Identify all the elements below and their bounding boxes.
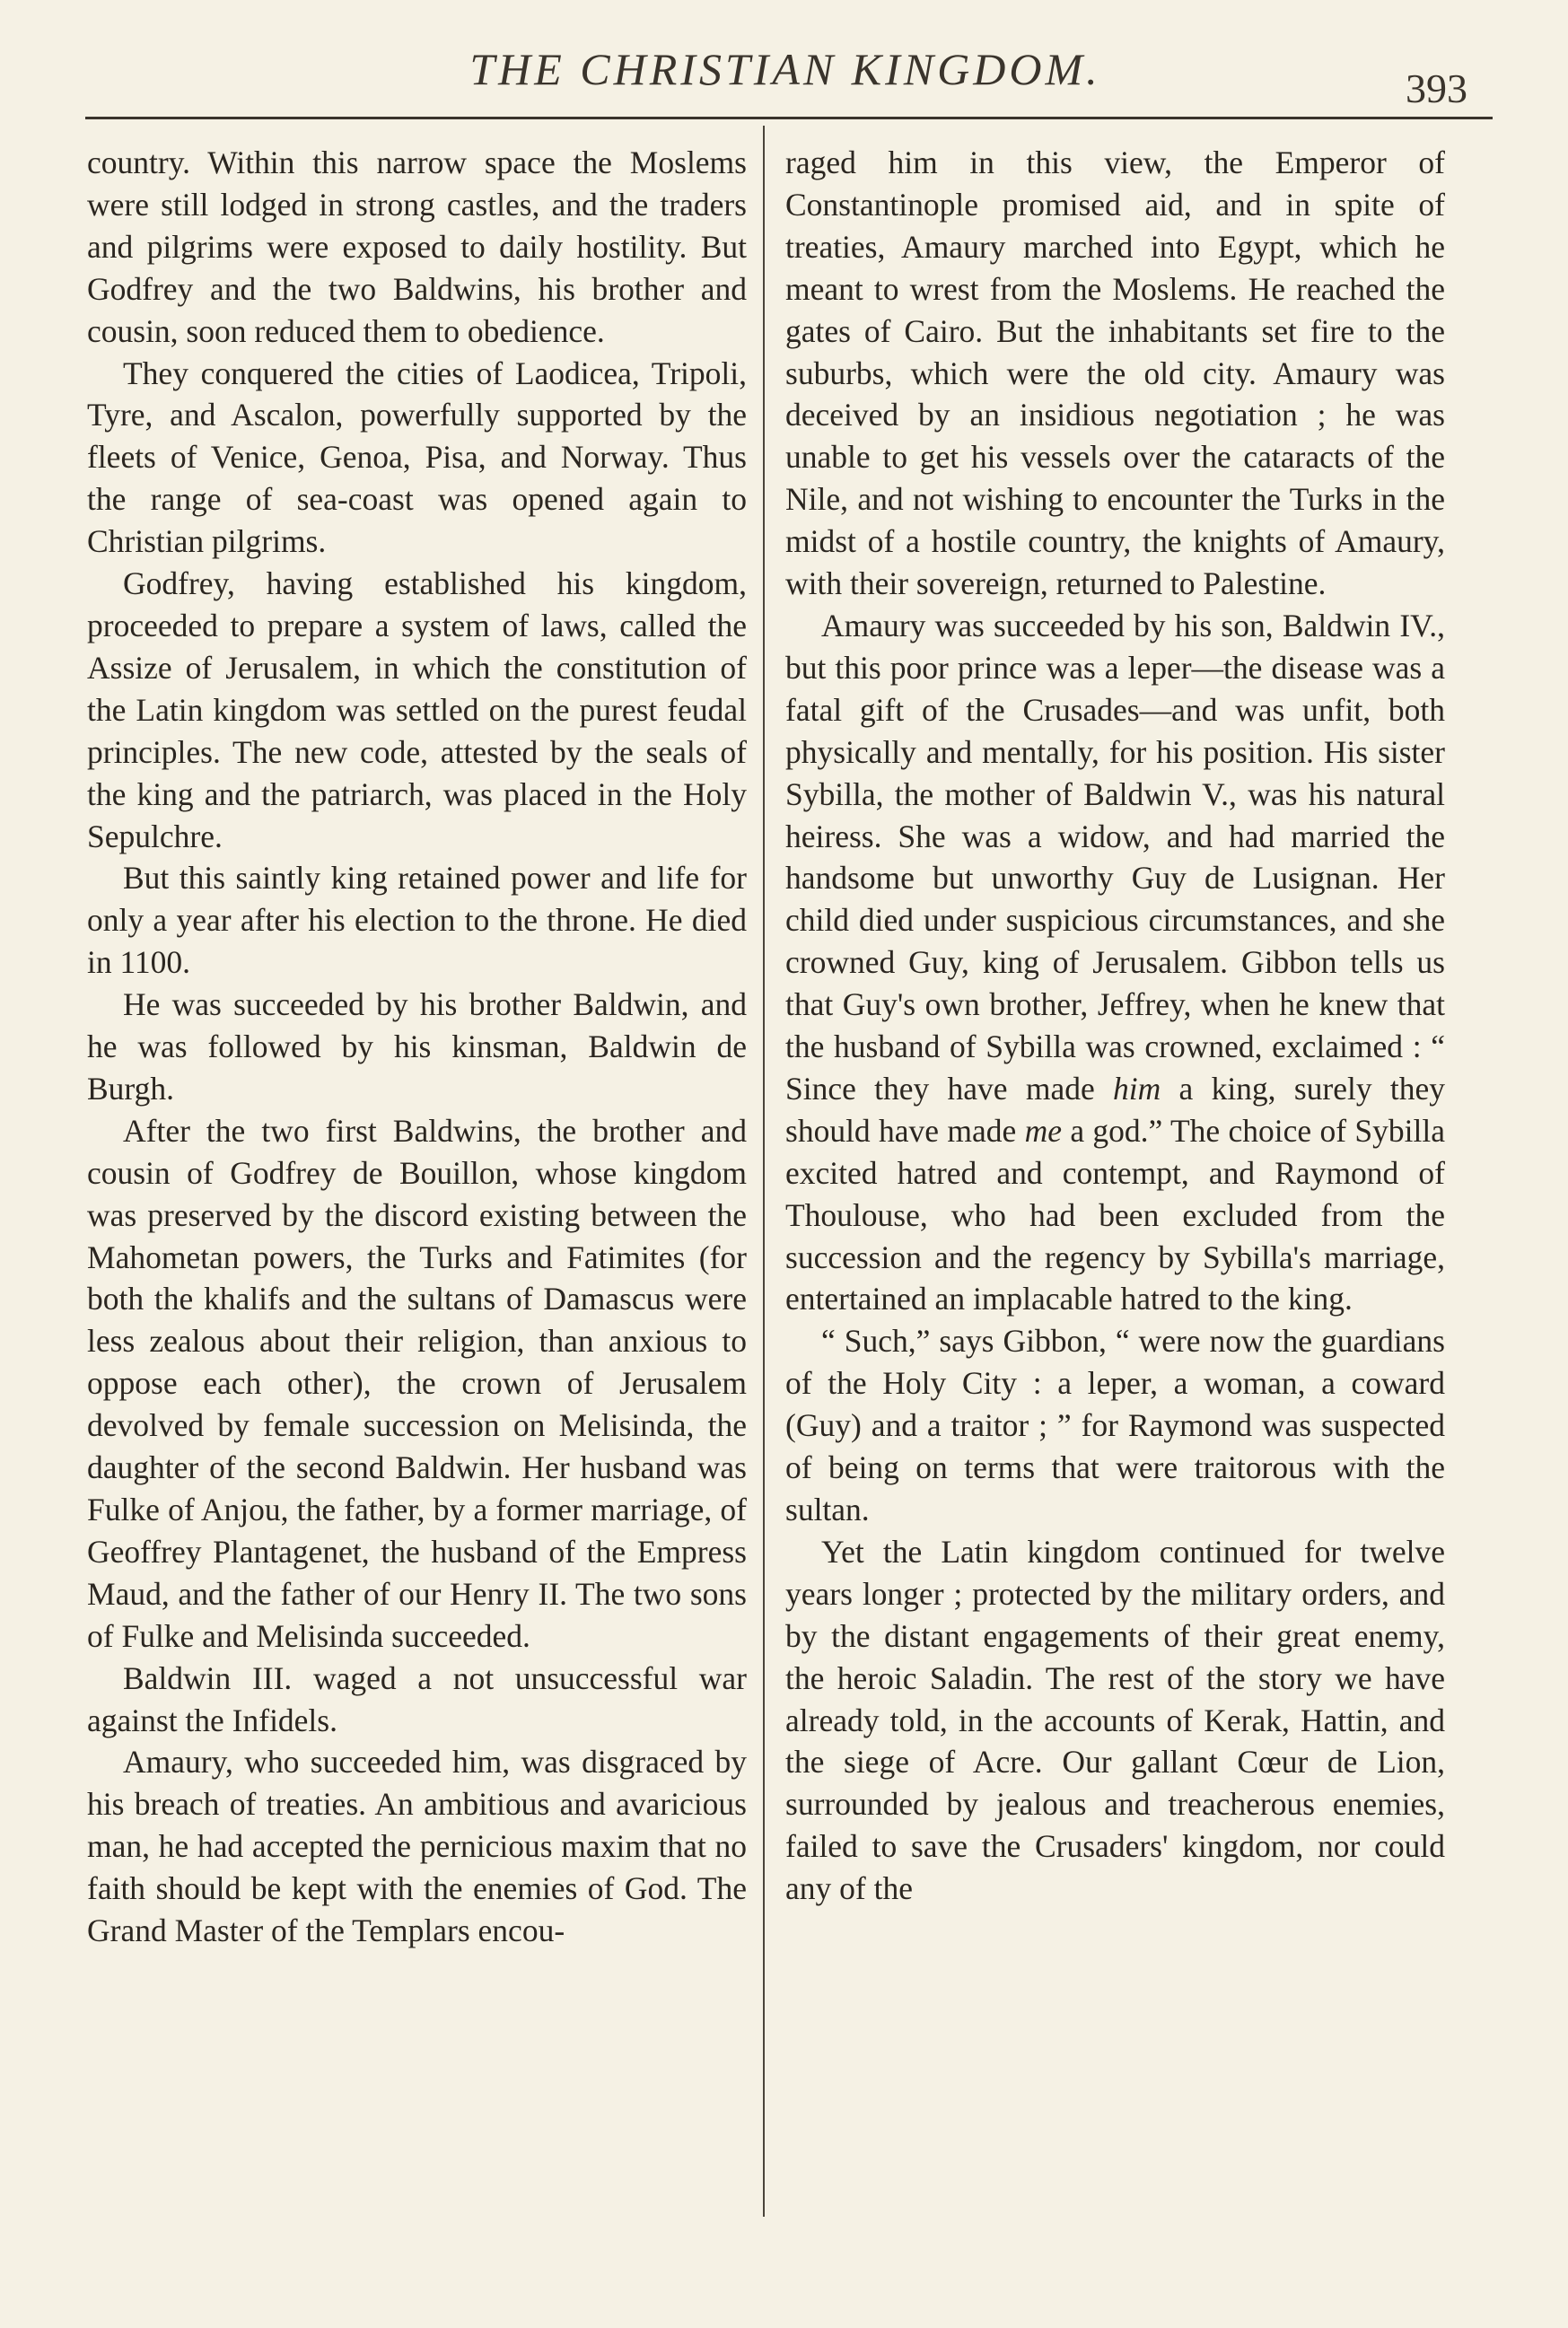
paragraph: But this saintly king retained power and life for only a year after his election to the throne. He died in 1100. (87, 860, 747, 981)
paragraph: He was succeeded by his brother Baldwin, and he was followed by his kinsman, Baldwin de Burgh. (87, 986, 747, 1107)
paragraph: “ Such,” says Gibbon, “ were now the guardians of the Holy City : a leper, a woman, a coward (Guy) and a traitor ; ” for Raymond was suspected of being on terms that were traitorous with the sultan. (785, 1323, 1445, 1527)
running-title: THE CHRISTIAN KINGDOM. (469, 44, 1101, 94)
paragraph: Godfrey, having established his kingdom, proceeded to prepare a system of laws, called the Assize of Jerusalem, in which the constitution of the Latin kingdom was settled on the purest feudal principles. The new code, attested by the seals of the king and the patriarch, was placed in the Holy Sepulchre. (87, 565, 747, 854)
text-run: Amaury was succeeded by his son, Baldwin IV., but this poor prince was a leper—the disease was a fatal gift of the Crusades—and was unfit, both physically and mentally, for his position. His sister Sybilla, the mother of Baldwin V., was his natural heiress. She was a widow, and had married the handsome but unworthy Guy de Lusignan. Her child died under suspicious circumstances, and she crowned Guy, king of Jerusalem. Gibbon tells us that Guy's own brother, Jeffrey, when he knew that the husband of Sybilla was crowned, exclaimed : “ Since they have made (785, 607, 1445, 1107)
paragraph: They conquered the cities of Laodicea, Tripoli, Tyre, and Ascalon, powerfully supported by the fleets of Venice, Genoa, Pisa, and Norway. Thus the range of sea-coast was opened again to Christian pilgrims. (87, 354, 747, 560)
paragraph: Yet the Latin kingdom continued for twelve years longer ; protected by the military orders, and by the distant engagements of their great enemy, the heroic Saladin. The rest of the story we have already told, in the accounts of Kerak, Hattin, and the siege of Acre. Our gallant Cœur de Lion, surrounded by jealous and treacherous enemies, failed to save the Crusaders' kingdom, nor could any of the (785, 1533, 1445, 1907)
paragraph: Amaury, who succeeded him, was disgraced by his breach of treaties. An ambitious and avaricious man, he had accepted the pernicious maxim that no faith should be kept with the enemies of God. The Grand Master of the Templars encou- (87, 1744, 747, 1949)
emphasis: him (1113, 1070, 1161, 1107)
paragraph (785, 605, 1445, 1320)
text-run: a king, surely they should have made (785, 1070, 1445, 1149)
paragraph: raged him in this view, the Emperor of Constantinople promised aid, and in spite of treaties, Amaury marched into Egypt, which he meant to wrest from the Moslems. He reached the gates of Cairo. But the inhabitants set fire to the suburbs, which were the old city. Amaury was deceived by an insidious negotiation ; he was unable to get his vessels over the cataracts of the Nile, and not wishing to encounter the Turks in the midst of a hostile country, the knights of Amaury, with their sovereign, returned to Palestine. (785, 144, 1445, 602)
paragraph: country. Within this narrow space the Moslems were still lodged in strong castles, and the traders and pilgrims were exposed to daily hostility. But Godfrey and the two Baldwins, his brother and cousin, soon reduced them to obedience. (87, 144, 747, 349)
right-column (785, 142, 1445, 1910)
paragraph: After the two first Baldwins, the brother and cousin of Godfrey de Bouillon, whose kingdom was preserved by the discord existing between the Mahometan powers, the Turks and Fatimites (for both the khalifs and the sultans of Damascus were less zealous about their religion, than anxious to oppose each other), the crown of Jerusalem devolved by female succession on Melisinda, the daughter of the second Baldwin. Her husband was Fulke of Anjou, the father, by a former marriage, of Geoffrey Plantagenet, the husband of the Empress Maud, and the father of our Henry II. The two sons of Fulke and Melisinda succeeded. (87, 1112, 747, 1654)
column-divider (763, 126, 765, 2217)
page-header (85, 43, 1485, 111)
text-run: a god.” The choice of Sybilla excited hatred and contempt, and Raymond of Thoulouse, who had been excluded from the succession and the regency by Sybilla's marriage, entertained an implacable hatred to the king. (785, 1112, 1445, 1317)
paragraph: Baldwin III. waged a not unsuccessful war against the Infidels. (87, 1659, 747, 1738)
left-column (87, 142, 747, 1952)
header-rule (85, 117, 1493, 119)
emphasis: me (1024, 1112, 1062, 1149)
page-number: 393 (1406, 66, 1467, 111)
